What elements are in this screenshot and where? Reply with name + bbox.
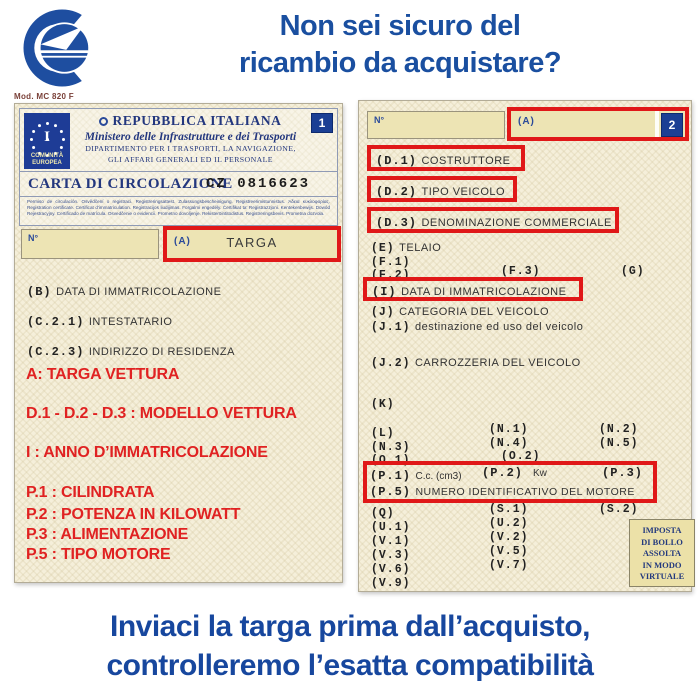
field-code-f1: (F.1) [371, 256, 411, 269]
denominazione-highlight-box [367, 207, 619, 233]
stamp-line2: DI BOLLO [641, 536, 683, 547]
field-code-p2: (P.2) [482, 466, 524, 480]
state-emblem-icon [99, 117, 108, 126]
field-code-b: (B) [27, 285, 52, 299]
annotation-potenza: P.2 : POTENZA IN KILOWATT [26, 506, 241, 523]
field-code-n4: (N.4) [489, 437, 529, 450]
field-code-v1: (V.1) [371, 535, 411, 548]
stamp-line4: IN MODO [642, 559, 682, 570]
field-code-c21: (C.2.1) [27, 315, 85, 329]
field-code-p1: (P.1) [370, 469, 412, 483]
field-label-j2: CARROZZERIA DEL VEICOLO [414, 357, 581, 369]
field-code-u1: (U.1) [371, 521, 411, 534]
field-gap [655, 111, 659, 137]
republic-title-text: REPUBBLICA ITALIANA [112, 113, 282, 128]
field-code-q: (Q) [371, 507, 395, 520]
field-code-u2: (U.2) [489, 517, 529, 530]
field-code-k: (K) [371, 398, 395, 411]
annotation-anno: I : ANNO D’IMMATRICOLAZIONE [26, 444, 268, 461]
multilingual-text: Permiso de circulación. Osvědčení o registraci. Registreringsattest. Zulassungsbescheinigung. Registreerimistunnistus. Άδεια κυκλοφορίας. Registration certificate. Certificat d'immatriculation. Registracijos liudijimas. Forgalmi engedély. Ċertifikat ta' Reġistrazzjoni. Kentekenbewijs. Dowód Rejestracyjny. Certificado de matrícula. Osvedčenie o evidencii. Prometno dovoljenje. Rekisteröintitodistus. Registreringsbevis. Prometna dozvola. [20, 196, 337, 225]
tipo-veicolo-highlight-box [367, 176, 517, 202]
data-immatricolazione-highlight-box [363, 277, 583, 301]
field-code-v9: (V.9) [371, 577, 411, 590]
field-code-j2: (J.2) [371, 357, 411, 370]
eu-flag-box [24, 113, 70, 169]
field-code-d1: (D.1) [376, 154, 418, 168]
footer-line1: Inviaci la targa prima dall’acquisto, [109, 610, 590, 643]
field-row-j1 [371, 317, 685, 334]
field-code-n1: (N.1) [489, 423, 529, 436]
doc-serial-number: CZ 0816623 [206, 176, 311, 192]
field-row-p1-p2-p3 [370, 466, 651, 482]
field-label-c23: INDIRIZZO DI RESIDENZA [88, 346, 235, 358]
doc1-header-center [76, 113, 305, 164]
field-code-f2: (F.2) [371, 269, 411, 282]
field-code-l: (L) [371, 427, 395, 440]
field-label-b: DATA DI IMMATRICOLAZIONE [56, 286, 222, 298]
field-code-v7: (V.7) [489, 559, 529, 572]
targa-field-value: TARGA [226, 235, 278, 250]
doc2-number-field [367, 111, 505, 139]
ministry-title: Ministero delle Infrastrutture e dei Trasporti [84, 131, 297, 143]
field-code-v2: (V.2) [489, 531, 529, 544]
field-label-e: TELAIO [399, 242, 442, 254]
field-code-v6: (V.6) [371, 563, 411, 576]
field-code-v3: (V.3) [371, 549, 411, 562]
field-code-o1: (O.1) [371, 454, 411, 467]
footer-line2: controlleremo l’esatta compatibilità [106, 649, 594, 682]
field-code-s2: (S.2) [599, 503, 639, 516]
eu-country-letter: I [44, 129, 50, 145]
field-label-p5: NUMERO IDENTIFICATIVO DEL MOTORE [415, 486, 635, 498]
targa-highlight-box [163, 226, 341, 262]
stamp-line3: ASSOLTA [642, 548, 682, 558]
annotation-targa: A: TARGA VETTURA [26, 366, 180, 383]
doc2-targa-field-code: (A) [518, 116, 535, 127]
field-row-q-s1-s2 [371, 503, 685, 520]
page-title-line2: ricambio da acquistare? [238, 47, 562, 79]
stamp-line1: IMPOSTA [642, 525, 682, 535]
field-code-c23: (C.2.3) [27, 345, 85, 359]
field-row-e [371, 238, 685, 255]
field-row-l-n1-n2 [371, 423, 685, 440]
field-label-d3: DENOMINAZIONE COMMERCIALE [421, 217, 612, 229]
eu-label-line2: EUROPEA [32, 160, 62, 166]
field-label-j1: destinazione ed uso del veicolo [414, 321, 584, 333]
field-row-p5 [370, 482, 651, 498]
field-label-d2: TIPO VEICOLO [421, 186, 506, 198]
footer-message [0, 607, 700, 685]
field-row-j [371, 302, 685, 319]
registration-doc-page1 [14, 103, 343, 583]
field-row-k [371, 394, 685, 411]
field-code-n3: (N.3) [371, 441, 411, 454]
annotation-alimentazione: P.3 : ALIMENTAZIONE [26, 526, 189, 543]
republic-title [76, 113, 305, 129]
doc2-targa-highlight-box [507, 107, 689, 141]
field-code-j1: (J.1) [371, 321, 411, 334]
doc-title: CARTA DI CIRCOLAZIONE [28, 176, 233, 192]
field-code-d2: (D.2) [376, 185, 418, 199]
doc2-number-field-label: N° [374, 115, 385, 125]
field-code-o2: (O.2) [501, 450, 541, 463]
field-code-p3: (P.3) [602, 466, 644, 480]
mod-label: Mod. MC 820 F [14, 92, 74, 101]
field-code-s1: (S.1) [489, 503, 529, 516]
eu-label-line1: COMUNITÀ [30, 153, 64, 159]
field-code-e: (E) [371, 242, 395, 255]
field-code-j: (J) [371, 306, 395, 319]
brand-c-icon [12, 4, 104, 92]
department-line2: GLI AFFARI GENERALI ED IL PERSONALE [108, 154, 273, 164]
motore-highlight-box [363, 461, 657, 503]
field-row-b [27, 282, 334, 298]
field-label-p2: Kw [533, 468, 547, 479]
field-code-p5: (P.5) [370, 485, 412, 499]
field-code-g: (G) [621, 265, 645, 278]
targa-field-code: (A) [174, 236, 191, 247]
registration-doc-page2 [358, 100, 692, 592]
doc1-number-field [21, 229, 159, 259]
page-title-line1: Non sei sicuro del [279, 10, 521, 42]
page1-number-badge: 1 [311, 113, 333, 133]
department-line1: DIPARTIMENTO PER I TRASPORTI, LA NAVIGAZIONE, [85, 144, 296, 153]
field-label-i: DATA DI IMMATRICOLAZIONE [401, 286, 567, 298]
field-code-f3: (F.3) [501, 265, 541, 278]
doc-title-row [20, 171, 337, 196]
field-label-j: CATEGORIA DEL VEICOLO [399, 306, 550, 318]
field-code-v5: (V.5) [489, 545, 529, 558]
field-label-d1: COSTRUTTORE [421, 155, 511, 167]
field-row-c21 [27, 312, 334, 328]
field-label-p1: C.c. (cm3) [415, 471, 462, 482]
annotation-tipo-motore: P.5 : TIPO MOTORE [26, 546, 171, 563]
doc1-number-field-label: N° [28, 233, 39, 243]
field-code-n5: (N.5) [599, 437, 639, 450]
targa-field [167, 230, 337, 258]
field-label-c21: INTESTATARIO [88, 316, 173, 328]
page2-number-badge: 2 [661, 113, 683, 137]
field-code-i: (I) [372, 285, 397, 299]
page-title [110, 8, 690, 82]
field-code-d3: (D.3) [376, 216, 418, 230]
eu-community-label [24, 153, 70, 167]
doc2-targa-field [511, 111, 685, 137]
annotation-modello: D.1 - D.2 - D.3 : MODELLO VETTURA [26, 405, 297, 422]
field-row-j2 [371, 353, 685, 370]
field-row-c23 [27, 342, 334, 358]
stamp-line5: VIRTUALE [639, 571, 685, 581]
field-row-f1 [371, 252, 685, 269]
annotation-cilindrata: P.1 : CILINDRATA [26, 484, 155, 501]
brand-logo-icon [12, 4, 104, 92]
field-code-n2: (N.2) [599, 423, 639, 436]
field-row-n3-n4-n5 [371, 437, 685, 454]
costruttore-highlight-box [367, 145, 525, 171]
doc1-header [19, 108, 338, 226]
bollo-stamp-box [629, 519, 695, 587]
